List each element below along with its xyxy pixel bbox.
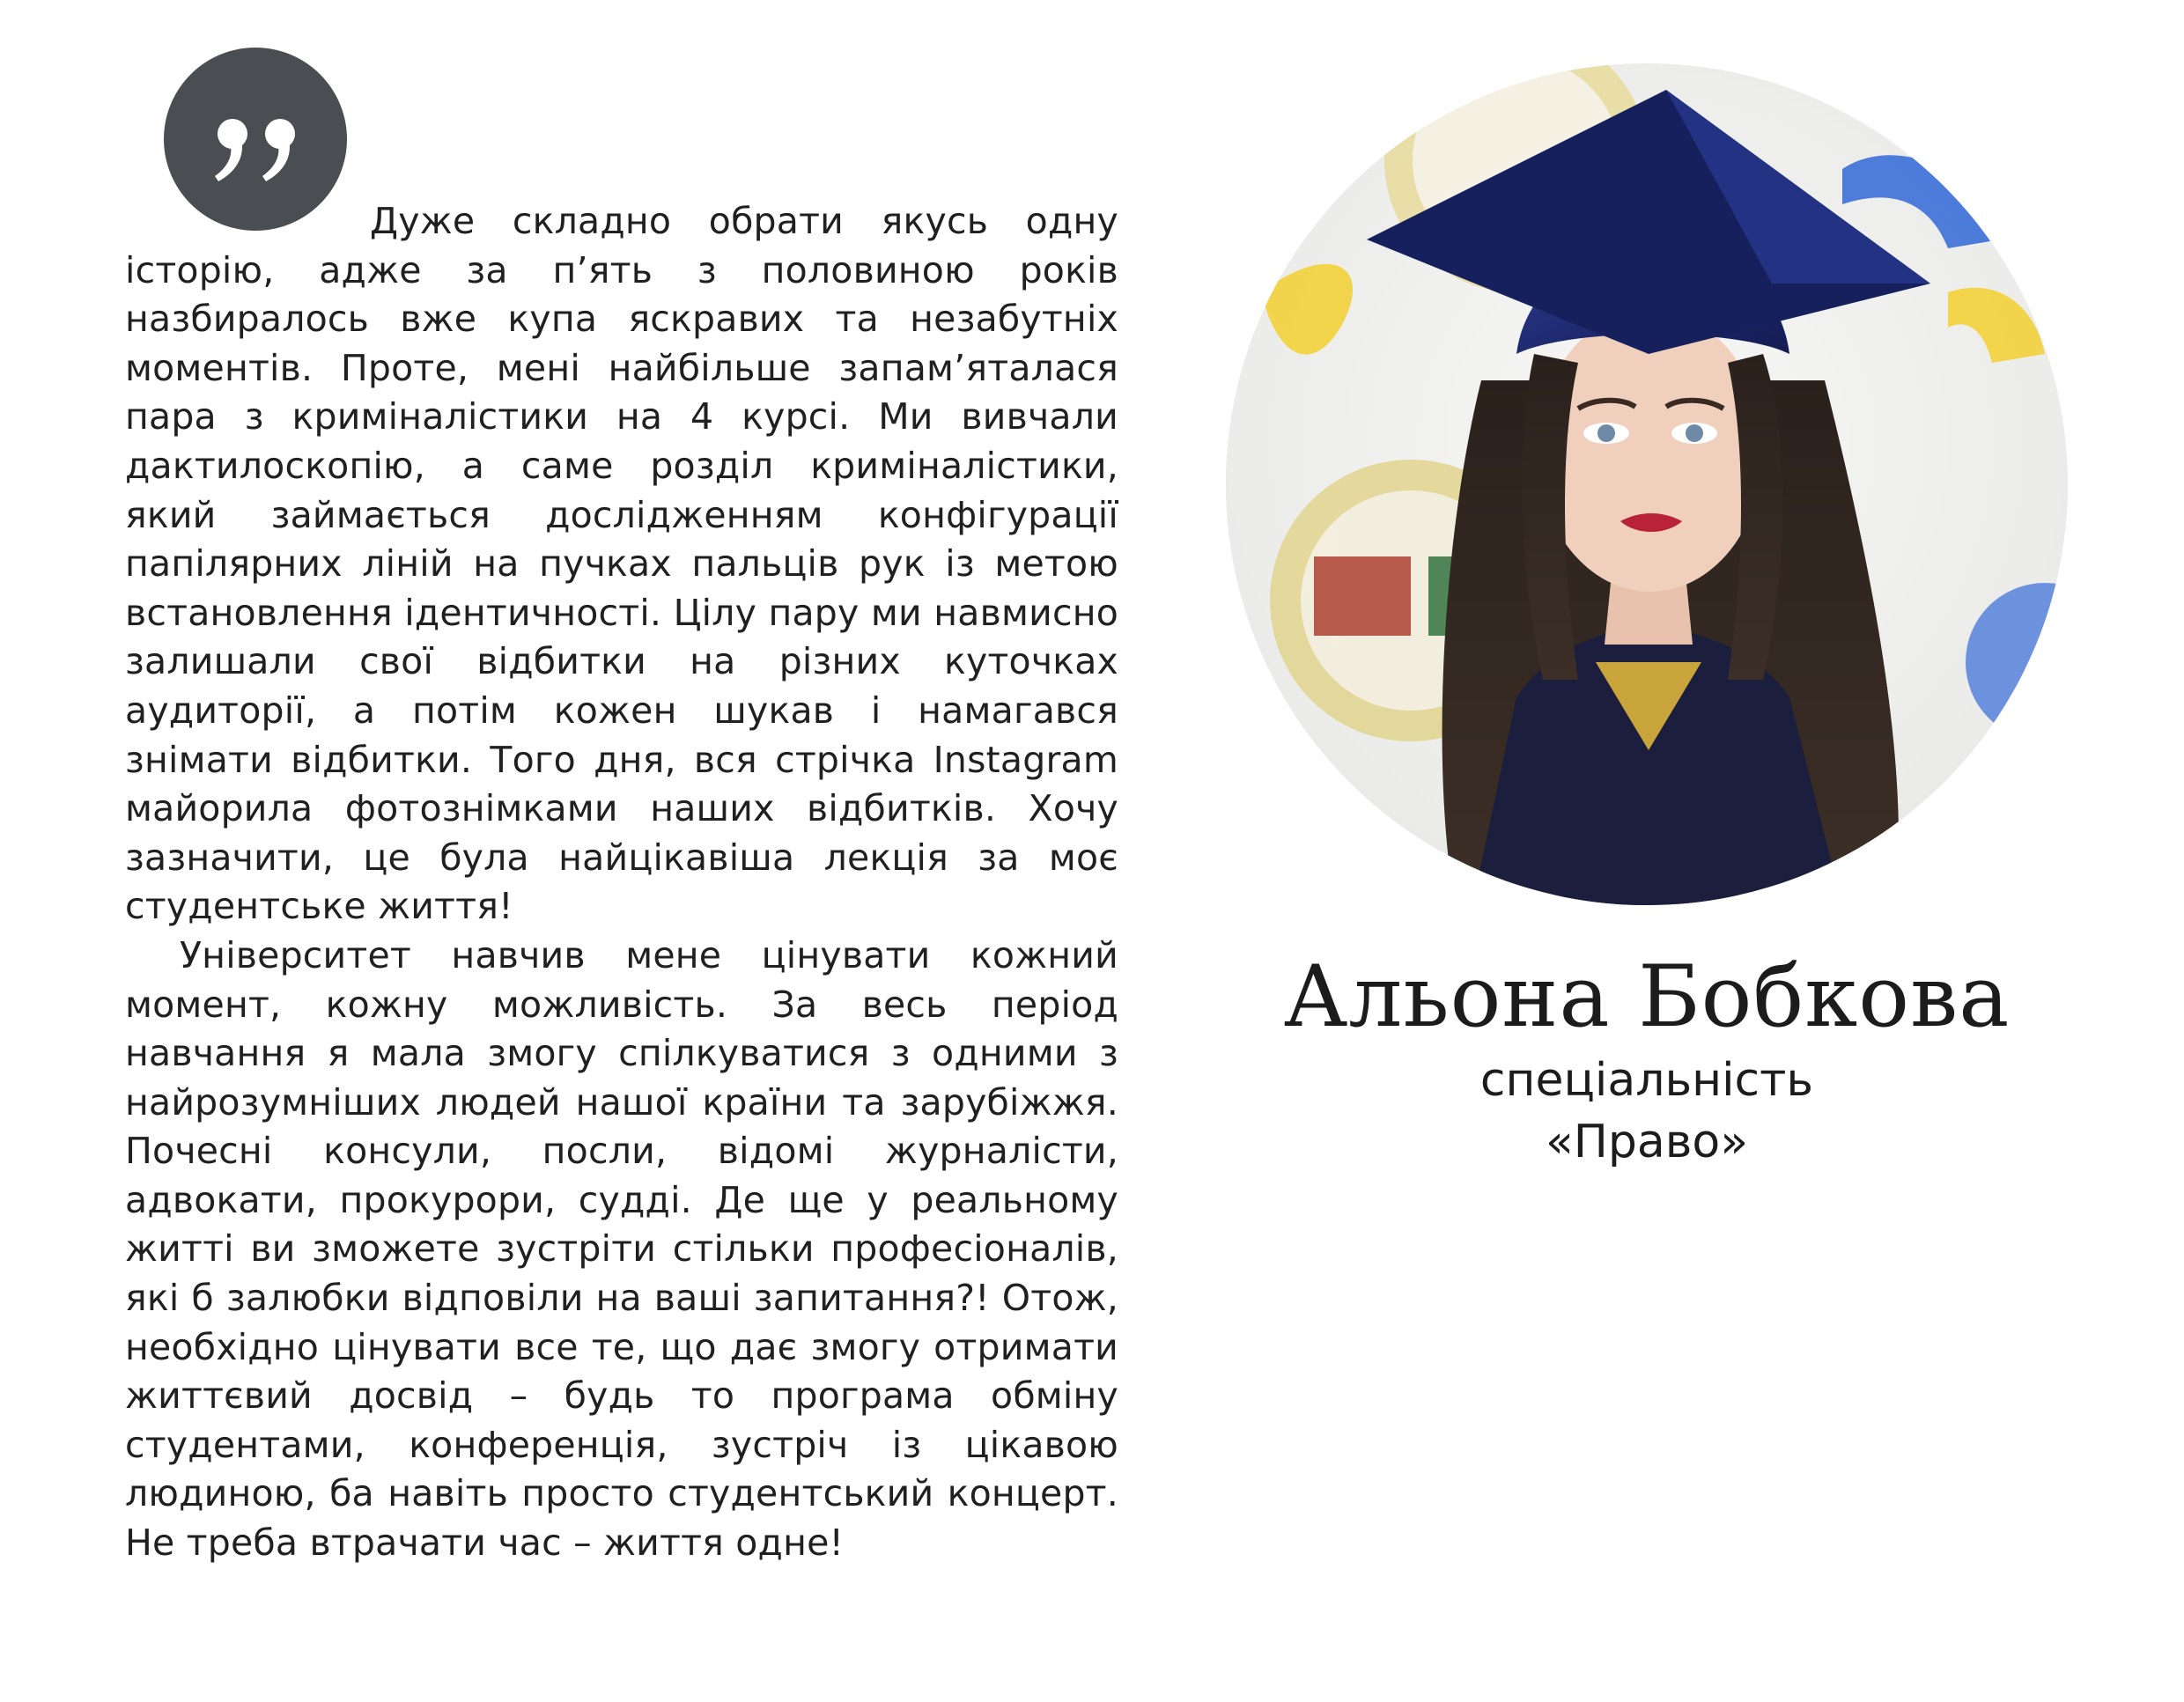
paragraph-university: Університет навчив мене цінувати кожний момент, кожну можливість. За весь період навчання я мала змогу спілкуватися з одними з найрозумніших людей нашої країни та зарубіжжя. Почесні консули, посли, відомі журналісти, адвокати, прокурори, судді. Де ще у реальному житті ви зможете зустріти стільки професіоналів, які б залюбки відповіли на ваші запитання?! Отож, необхідно цінувати все те, що дає змогу отримати життєвий досвід – будь то програма обміну студентами, конференція, зустріч із цікавою людиною, ба навіть просто студентський концерт. Не треба втрачати час – життя одне! <box>125 933 1118 1565</box>
testimonial-text <box>125 197 1118 1568</box>
specialty-label: спеціальність <box>1479 1054 1814 1107</box>
paragraph-story: Дуже складно обрати якусь одну історію, адже за п’ять з половиною років назбиралось вже купа яскравих та незабутніх моментів. Проте, мені найбільше запам’яталася пара з криміналістики на 4 курсі. Ми вивчали дактилоскопію, а саме розділ криміналістики, який займається дослідженням конфігурації папілярних ліній на пучках пальців рук із метою встановлення ідентичності. Цілу пару ми навмисно залишали свої відбитки на різних куточках аудиторії, а потім кожен шукав і намагався знімати відбитки. Того дня, вся стрічка Instagram майорила фотознімками наших відбитків. Хочу зазначити, це була найцікавіша лекція за моє студентське життя! <box>125 200 1118 928</box>
portrait-photo <box>1226 63 2068 905</box>
specialty-value: «Право» <box>1545 1116 1749 1168</box>
person-name: Альона Бобкова <box>1283 947 2011 1046</box>
specialty-block <box>1233 1050 2061 1173</box>
graduate-portrait-illustration <box>1226 63 2068 905</box>
